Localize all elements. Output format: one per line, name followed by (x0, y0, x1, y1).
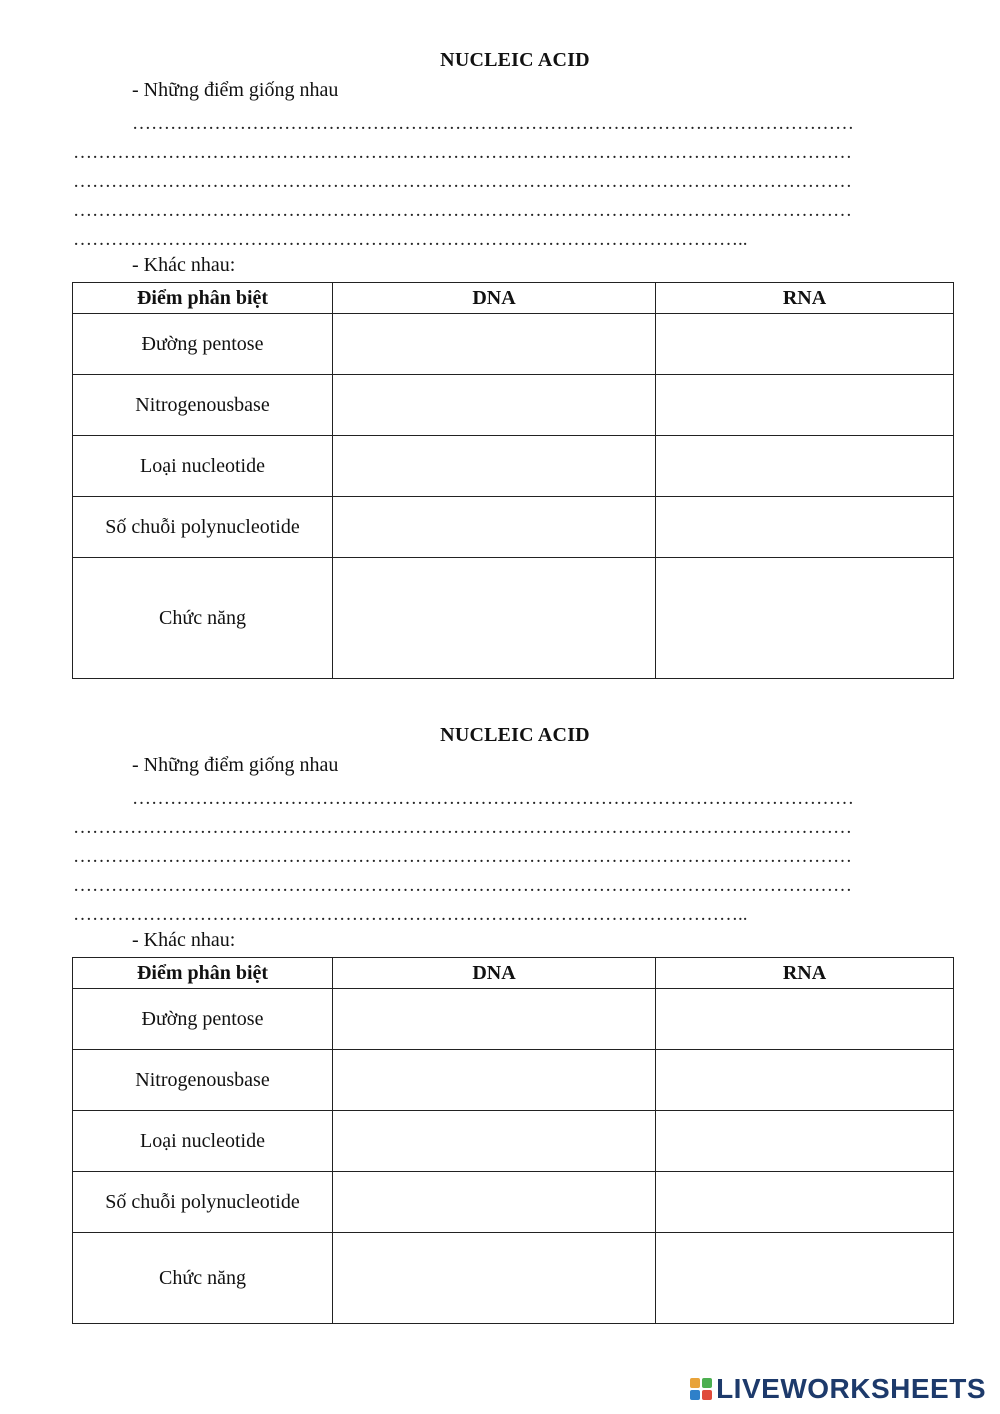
dna-answer-cell[interactable] (333, 375, 656, 436)
differences-label: - Khác nhau: (132, 254, 236, 276)
table-row (73, 558, 954, 679)
dna-answer-cell[interactable] (333, 436, 656, 497)
row-label: Đường pentose (73, 314, 333, 375)
table-header-row (73, 958, 954, 989)
row-label: Loại nucleotide (73, 1111, 333, 1172)
answer-line[interactable]: …………………………………………………………………………………………………… (132, 113, 854, 134)
dna-answer-cell[interactable] (333, 1233, 656, 1324)
logo-square (690, 1390, 700, 1400)
row-label: Chức năng (73, 558, 333, 679)
row-label: Chức năng (73, 1233, 333, 1324)
row-label: Số chuỗi polynucleotide (73, 497, 333, 558)
header-criteria: Điểm phân biệt (73, 283, 333, 314)
comparison-table (72, 282, 954, 679)
answer-line[interactable]: …………………………………………………………………………………………………………… (73, 200, 852, 221)
table-row (73, 497, 954, 558)
dna-answer-cell[interactable] (333, 497, 656, 558)
rna-answer-cell[interactable] (656, 375, 954, 436)
logo-square (702, 1378, 712, 1388)
similarities-label: - Những điểm giống nhau (132, 754, 339, 776)
answer-line[interactable]: …………………………………………………………………………………………….. (73, 229, 748, 250)
logo-square (690, 1378, 700, 1388)
logo-text: LIVEWORKSHEETS (716, 1373, 986, 1404)
rna-answer-cell[interactable] (656, 558, 954, 679)
header-dna: DNA (333, 958, 656, 989)
dna-answer-cell[interactable] (333, 1050, 656, 1111)
comparison-table (72, 957, 954, 1324)
rna-answer-cell[interactable] (656, 989, 954, 1050)
table-row (73, 314, 954, 375)
answer-line[interactable]: …………………………………………………………………………………………………………… (73, 171, 852, 192)
header-dna: DNA (333, 283, 656, 314)
logo-square (702, 1390, 712, 1400)
rna-answer-cell[interactable] (656, 497, 954, 558)
table-row (73, 1111, 954, 1172)
header-criteria: Điểm phân biệt (73, 958, 333, 989)
table-row (73, 989, 954, 1050)
answer-line[interactable]: …………………………………………………………………………………………………………… (73, 846, 852, 867)
dna-answer-cell[interactable] (333, 1172, 656, 1233)
table-row (73, 1233, 954, 1324)
table-header-row (73, 283, 954, 314)
rna-answer-cell[interactable] (656, 1050, 954, 1111)
dna-answer-cell[interactable] (333, 1111, 656, 1172)
section-title: NUCLEIC ACID (440, 49, 590, 71)
table-row (73, 375, 954, 436)
row-label: Đường pentose (73, 989, 333, 1050)
logo-icon (690, 1378, 712, 1400)
table-row (73, 1050, 954, 1111)
similarities-label: - Những điểm giống nhau (132, 79, 339, 101)
answer-line[interactable]: …………………………………………………………………………………………………… (132, 788, 854, 809)
row-label: Loại nucleotide (73, 436, 333, 497)
dna-answer-cell[interactable] (333, 558, 656, 679)
answer-line[interactable]: …………………………………………………………………………………………….. (73, 904, 748, 925)
row-label: Nitrogenousbase (73, 1050, 333, 1111)
dna-answer-cell[interactable] (333, 314, 656, 375)
table-row (73, 1172, 954, 1233)
differences-label: - Khác nhau: (132, 929, 236, 951)
answer-line[interactable]: …………………………………………………………………………………………………………… (73, 817, 852, 838)
dna-answer-cell[interactable] (333, 989, 656, 1050)
rna-answer-cell[interactable] (656, 314, 954, 375)
table-row (73, 436, 954, 497)
liveworksheets-logo (690, 1372, 986, 1406)
rna-answer-cell[interactable] (656, 436, 954, 497)
rna-answer-cell[interactable] (656, 1172, 954, 1233)
header-rna: RNA (656, 283, 954, 314)
header-rna: RNA (656, 958, 954, 989)
rna-answer-cell[interactable] (656, 1111, 954, 1172)
section-title: NUCLEIC ACID (440, 724, 590, 746)
rna-answer-cell[interactable] (656, 1233, 954, 1324)
row-label: Nitrogenousbase (73, 375, 333, 436)
answer-line[interactable]: …………………………………………………………………………………………………………… (73, 875, 852, 896)
answer-line[interactable]: …………………………………………………………………………………………………………… (73, 142, 852, 163)
row-label: Số chuỗi polynucleotide (73, 1172, 333, 1233)
